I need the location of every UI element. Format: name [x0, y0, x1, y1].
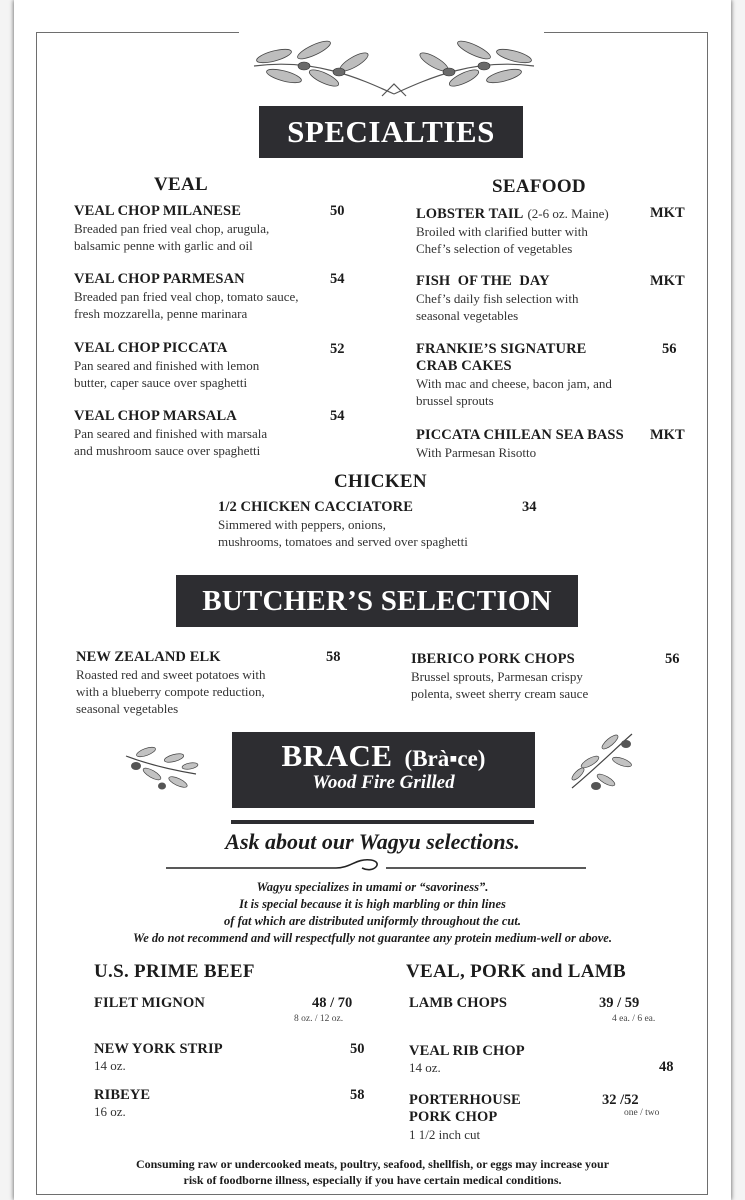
item-name: IBERICO PORK CHOPS: [411, 651, 575, 667]
item-name: FILET MIGNON: [94, 995, 205, 1011]
item-desc: and mushroom sauce over spaghetti: [74, 443, 261, 458]
item-size: 14 oz.: [409, 1060, 441, 1075]
disclaimer-line: Consuming raw or undercooked meats, poultry, seafood, shellfish, or eggs may increase your: [135, 1157, 610, 1171]
menu-item-veal-marsala: [74, 408, 354, 459]
menu-item-chicken-cacciatore: [218, 499, 538, 550]
wagyu-line: We do not recommend and will respectfully not guarantee any protein medium-well or above.: [133, 931, 612, 945]
specialties-title: SPECIALTIES: [287, 114, 495, 149]
veal-pork-lamb-heading: VEAL, PORK and LAMB: [406, 961, 627, 982]
item-desc: Simmered with peppers, onions,: [218, 517, 386, 532]
item-price: 54: [330, 271, 345, 287]
olive-sprig-right-icon: [566, 728, 636, 798]
item-desc: Breaded pan fried veal chop, arugula,: [74, 221, 270, 236]
item-price: 54: [330, 408, 345, 424]
wagyu-line: of fat which are distributed uniformly throughout the cut.: [224, 914, 521, 928]
item-desc: balsamic penne with garlic and oil: [74, 238, 253, 253]
item-price: 48 / 70: [312, 995, 353, 1011]
item-name: PORTERHOUSE: [409, 1092, 521, 1108]
menu-item-new-zealand-elk: [76, 649, 346, 717]
item-desc: Chef’s daily fish selection with: [416, 291, 579, 306]
prime-beef-heading: U.S. PRIME BEEF: [94, 961, 255, 982]
menu-item-chilean-sea-bass: [416, 427, 656, 461]
item-desc: with a blueberry compote reduction,: [76, 684, 265, 699]
specialties-banner: [259, 106, 523, 158]
item-price: 34: [522, 499, 537, 515]
brace-subtitle: Wood Fire Grilled: [312, 772, 455, 793]
item-price: MKT: [650, 427, 685, 443]
item-desc: seasonal vegetables: [416, 308, 519, 323]
olive-sprig-left-icon: [122, 744, 200, 796]
item-price: 56: [662, 341, 677, 357]
menu-item-iberico-pork-chops: [411, 651, 651, 702]
item-desc: polenta, sweet sherry cream sauce: [411, 686, 589, 701]
item-name: 1/2 CHICKEN CACCIATORE: [218, 499, 414, 515]
butcher-banner: [176, 575, 578, 627]
item-size: 4 ea. / 6 ea.: [612, 1014, 656, 1024]
item-cut: 1 1/2 inch cut: [409, 1127, 481, 1142]
item-price: 56: [665, 651, 680, 667]
item-price: 39 / 59: [599, 995, 640, 1011]
wagyu-description: [14, 879, 731, 947]
wagyu-line: Wagyu specializes in umami or “savoriness”.: [256, 880, 489, 894]
item-desc: Breaded pan fried veal chop, tomato sauce,: [74, 289, 299, 304]
item-name: VEAL RIB CHOP: [409, 1043, 525, 1059]
item-price: MKT: [650, 273, 685, 289]
item-desc: Pan seared and finished with marsala: [74, 426, 268, 441]
item-name: VEAL CHOP MILANESE: [74, 203, 241, 219]
wagyu-line: It is special because it is high marbling or thin lines: [239, 897, 506, 911]
item-desc: With mac and cheese, bacon jam, and: [416, 376, 612, 391]
item-name: RIBEYE: [94, 1087, 151, 1103]
divider: [231, 820, 534, 824]
item-name: VEAL CHOP PICCATA: [74, 340, 228, 356]
veal-heading: VEAL: [154, 174, 208, 195]
item-price: 48: [659, 1059, 674, 1075]
brace-title: BRACE: [281, 738, 393, 773]
item-price: 52: [330, 341, 345, 357]
disclaimer-line: risk of foodborne illness, especially if you have certain medical conditions.: [183, 1173, 562, 1187]
item-name: VEAL CHOP MARSALA: [74, 408, 237, 424]
item-price: 50: [350, 1041, 365, 1057]
item-name: PICCATA CHILEAN SEA BASS: [416, 427, 624, 443]
brace-banner: [232, 732, 535, 808]
item-price: 50: [330, 203, 345, 219]
chicken-heading: CHICKEN: [334, 471, 427, 492]
wagyu-heading: Ask about our Wagyu selections.: [225, 829, 520, 854]
item-desc: Broiled with clarified butter with: [416, 224, 588, 239]
menu-item-veal-parmesan: [74, 271, 364, 322]
menu-item-veal-milanese: [74, 203, 354, 254]
item-price: 58: [350, 1087, 365, 1103]
butcher-title: BUTCHER’S SELECTION: [202, 585, 552, 617]
item-name: PORK CHOP: [409, 1109, 498, 1125]
item-desc: Pan seared and finished with lemon: [74, 358, 260, 373]
item-desc: Chef’s selection of vegetables: [416, 241, 573, 256]
item-desc: fresh mozzarella, penne marinara: [74, 306, 248, 321]
brace-pronunciation: (Brà▪ce): [404, 746, 486, 771]
item-name: NEW YORK STRIP: [94, 1041, 223, 1057]
menu-item-fish-of-the-day: [416, 273, 656, 324]
swash-divider: [166, 856, 586, 878]
seafood-heading: SEAFOOD: [492, 176, 586, 197]
item-size: 14 oz.: [94, 1058, 126, 1073]
olive-branch-icon: [244, 38, 544, 100]
item-note: (2-6 oz. Maine): [527, 206, 609, 221]
item-desc: seasonal vegetables: [76, 701, 179, 716]
item-desc: With Parmesan Risotto: [416, 445, 537, 460]
item-size: one / two: [624, 1108, 660, 1118]
item-name: CRAB CAKES: [416, 358, 512, 374]
item-desc: butter, caper sauce over spaghetti: [74, 375, 248, 390]
item-name: LOBSTER TAIL: [416, 206, 524, 222]
item-desc: Roasted red and sweet potatoes with: [76, 667, 266, 682]
item-name: LAMB CHOPS: [409, 995, 508, 1011]
disclaimer: [14, 1156, 731, 1188]
item-name: NEW ZEALAND ELK: [76, 649, 221, 665]
item-desc: mushrooms, tomatoes and served over spaghetti: [218, 534, 468, 549]
item-name: VEAL CHOP PARMESAN: [74, 271, 245, 287]
item-name: FRANKIE’S SIGNATURE: [416, 341, 587, 357]
item-size: 8 oz. / 12 oz.: [294, 1014, 344, 1024]
menu-page: [14, 0, 731, 1200]
menu-item-porterhouse-pork-chop: [409, 1092, 589, 1143]
item-price: 58: [326, 649, 341, 665]
item-size: 16 oz.: [94, 1104, 126, 1119]
item-name: FISH OF THE DAY: [416, 273, 550, 289]
item-price: 32 /52: [602, 1092, 639, 1108]
menu-item-lobster-tail: [416, 205, 656, 257]
item-price: MKT: [650, 205, 685, 221]
item-desc: Brussel sprouts, Parmesan crispy: [411, 669, 583, 684]
menu-item-crab-cakes: [416, 341, 666, 409]
item-desc: brussel sprouts: [416, 393, 494, 408]
menu-item-veal-piccata: [74, 340, 354, 391]
